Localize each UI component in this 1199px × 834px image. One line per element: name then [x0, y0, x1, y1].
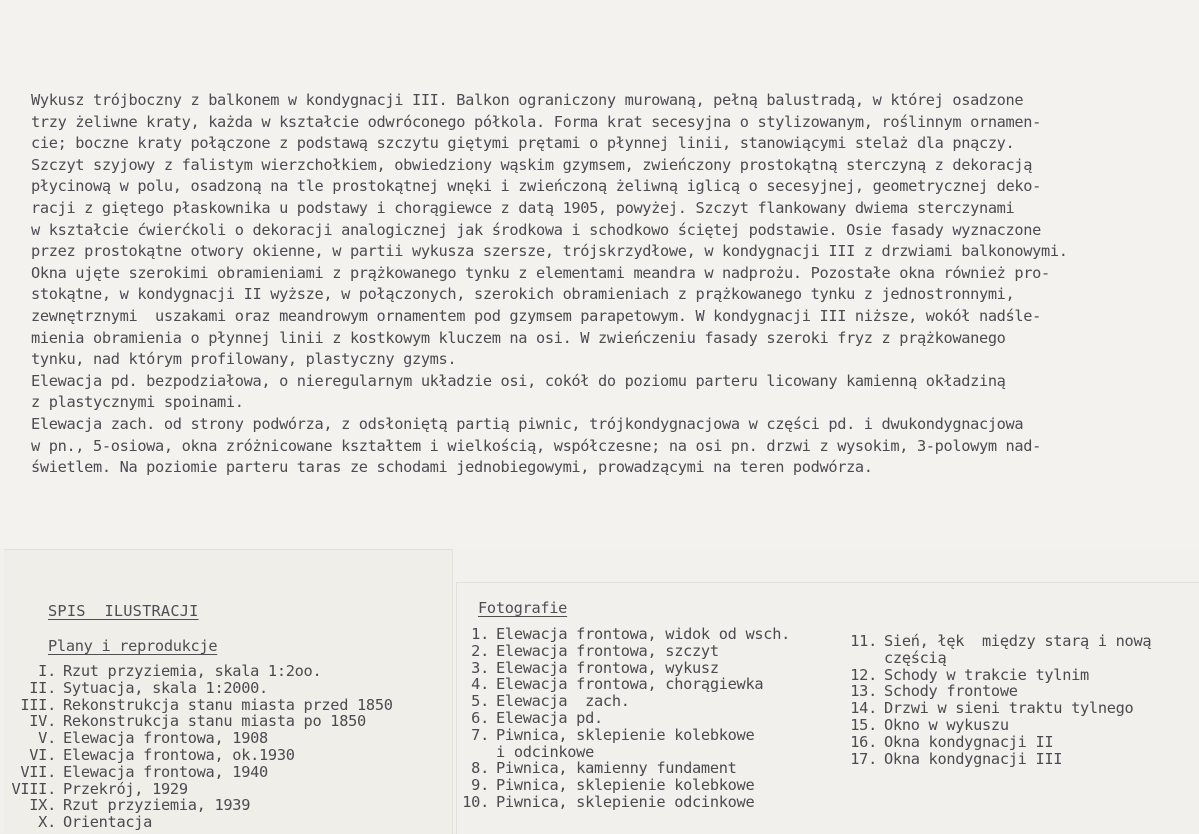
list-item [457, 760, 790, 777]
list-item [4, 764, 393, 781]
description-line: Elewacja zach. od strony podwórza, z odsłoniętą partią piwnic, trójkondygnacjowa w części pd. i dwukondygnacjowa [31, 414, 1024, 433]
description-line: racji z giętego płaskownika u podstawy i chorągiewce z datą 1905, powyżej. Szczyt flankowany dwiema sterczynami [31, 198, 1015, 217]
list-item [4, 747, 393, 764]
list-item [4, 697, 393, 714]
item-number: V. [38, 729, 56, 748]
item-label: Rzut przyziemia, 1939 [63, 796, 251, 815]
description-line: Wykusz trójboczny z balkonem w kondygnacji III. Balkon ograniczony murowaną, pełną balustradą, w której osadzone [31, 91, 1024, 109]
list-item [839, 700, 1151, 717]
item-label: Rekonstrukcja stanu miasta po 1850 [63, 712, 366, 731]
item-label: Elewacja frontowa, szczyt [496, 641, 719, 660]
item-number: 1. [471, 625, 489, 643]
item-number: 11. [850, 632, 877, 650]
item-number: 8. [471, 759, 489, 778]
item-number: VII. [20, 762, 56, 781]
description-line: płycinową w polu, osadzoną na tle prostokątnej wnęki i zwieńczoną żeliwną iglicą o secesyjnej, geometrycznej deko- [31, 177, 1041, 196]
item-label: Elewacja pd. [496, 708, 603, 727]
item-label: Okna kondygnacji II [884, 732, 1054, 751]
list-item [839, 734, 1151, 751]
item-label: Sytuacja, skala 1:2000. [63, 678, 268, 697]
description-line: tynku, nad którym profilowany, plastyczny gzyms. [31, 350, 457, 369]
item-label: Piwnica, kamienny fundament [496, 759, 737, 778]
item-label: Elewacja frontowa, widok od wsch. [496, 625, 791, 643]
item-label: Elewacja frontowa, 1940 [63, 762, 268, 781]
photos-list-1 [457, 626, 790, 811]
item-number: 10. [462, 792, 489, 811]
description-line: cie; boczne kraty połączone z podstawą szczytu giętymi prętami o płynnej linii, stanowiącymi stelaż dla pnączy. [31, 134, 1015, 153]
illustrations-title: SPIS ILUSTRACJI [48, 602, 199, 620]
description-text [31, 90, 1196, 479]
item-number: II. [29, 678, 56, 697]
list-item [839, 633, 1151, 650]
list-item [4, 730, 393, 747]
photos-list-2 [839, 633, 1151, 767]
list-item [4, 680, 393, 697]
item-label: Rzut przyziemia, skala 1:2oo. [63, 662, 322, 680]
plans-list [4, 663, 393, 831]
item-label: Przekrój, 1929 [63, 779, 188, 798]
item-label: Piwnica, sklepienie kolebkowe [496, 776, 755, 795]
item-number: 17. [850, 749, 877, 768]
item-number: 9. [471, 776, 489, 795]
description-line: mienia obramienia o płynnej linii z kostkowym kluczem na osi. W zwieńczeniu fasady szeroki fryz z prążkowanego [31, 328, 1006, 347]
item-number: X. [38, 813, 56, 832]
list-item [457, 693, 790, 710]
list-item [457, 626, 790, 643]
item-label: Schody frontowe [884, 682, 1018, 701]
list-item [4, 713, 393, 730]
description-line: przez prostokątne otwory okienne, w partii wykusza szersze, trójskrzydłowe, w kondygnacji III z drzwiami balkonowymi. [31, 242, 1068, 261]
description-line: Szczyt szyjowy z falistym wierzchołkiem, obwiedziony wąskim gzymsem, zwieńczony prostokątną sterczyną z dekoracją [31, 155, 1033, 174]
list-item [457, 643, 790, 660]
item-number: VI. [29, 745, 56, 764]
list-item [457, 794, 790, 811]
plans-heading: Plany i reprodukcje [48, 637, 218, 655]
item-number: 7. [471, 725, 489, 744]
list-item [839, 683, 1151, 700]
item-number: VIII. [11, 779, 56, 798]
list-item [4, 814, 393, 831]
item-number: 3. [471, 658, 489, 677]
list-item [457, 676, 790, 693]
photos-card [456, 582, 1199, 834]
item-number: 12. [850, 665, 877, 684]
description-line: z plastycznymi spoinami. [31, 393, 244, 412]
item-number: 5. [471, 692, 489, 711]
list-item [457, 660, 790, 677]
item-label: Elewacja frontowa, 1908 [63, 729, 268, 748]
item-label: Drzwi w sieni traktu tylnego [884, 699, 1134, 718]
description-line: trzy żeliwne kraty, każda w kształcie odwróconego półkola. Forma krat secesyjna o stylizowanym, roślinnym ornamen- [31, 112, 1041, 131]
item-label: Piwnica, sklepienie kolebkowe [496, 725, 755, 744]
item-continuation: i odcinkowe [496, 742, 595, 761]
list-item [457, 727, 790, 744]
item-label: Okna kondygnacji III [884, 749, 1063, 768]
description-line: stokątne, w kondygnacji II wyższe, w połączonych, szerokich obramieniach z prążkowanego tynku z jednostronnymi, [31, 285, 1015, 304]
item-number: IX. [29, 796, 56, 815]
description-line: Elewacja pd. bezpodziałowa, o nieregularnym układzie osi, cokół do poziomu parteru licowany kamienną okładziną [31, 371, 1006, 390]
item-number: III. [20, 695, 56, 714]
description-line: Okna ujęte szerokimi obramieniami z prążkowanego tynku z elementami meandra w nadprożu. Pozostałe okna również pro- [31, 263, 1050, 282]
item-number: I. [38, 662, 56, 680]
item-number: 15. [850, 715, 877, 734]
list-item [839, 717, 1151, 734]
item-number: 6. [471, 708, 489, 727]
item-label: Schody w trakcie tylnim [884, 665, 1089, 684]
list-item [457, 710, 790, 727]
item-number: 16. [850, 732, 877, 751]
item-number: IV. [29, 712, 56, 731]
item-number: 13. [850, 682, 877, 701]
item-number: 14. [850, 699, 877, 718]
item-label: Piwnica, sklepienie odcinkowe [496, 792, 755, 811]
item-label: Elewacja frontowa, wykusz [496, 658, 719, 677]
list-item [4, 663, 393, 680]
list-item [4, 781, 393, 798]
description-line: świetlem. Na poziomie parteru taras ze schodami jednobiegowymi, prowadzącymi na teren podwórza. [31, 458, 873, 477]
photos-heading: Fotografie [478, 599, 568, 617]
item-continuation: częścią [884, 648, 947, 667]
description-line: w pn., 5-osiowa, okna zróżnicowane kształtem i wielkością, współczesne; na osi pn. drzwi z wysokim, 3-polowym nad- [31, 436, 1041, 455]
item-label: Rekonstrukcja stanu miasta przed 1850 [63, 695, 393, 714]
item-label: Sień, łęk między starą i nową [884, 632, 1152, 650]
item-label: Orientacja [63, 813, 153, 832]
description-line: zewnętrznymi uszakami oraz meandrowym ornamentem pod gzymsem parapetowym. W kondygnacji III niższe, wokół nadśle- [31, 306, 1041, 325]
list-item [839, 751, 1151, 768]
item-label: Elewacja frontowa, ok.1930 [63, 745, 295, 764]
list-item [839, 667, 1151, 684]
item-label: Okno w wykuszu [884, 715, 1009, 734]
list-item [4, 797, 393, 814]
illustrations-card [4, 549, 453, 834]
item-number: 2. [471, 641, 489, 660]
list-item [457, 777, 790, 794]
item-label: Elewacja frontowa, chorągiewka [496, 675, 764, 694]
description-line: w kształcie ćwierćkoli o dekoracji analogicznej jak środkowa i schodkowo ściętej podstawie. Osie fasady wyznaczone [31, 220, 1041, 239]
item-number: 4. [471, 675, 489, 694]
item-label: Elewacja zach. [496, 692, 630, 711]
